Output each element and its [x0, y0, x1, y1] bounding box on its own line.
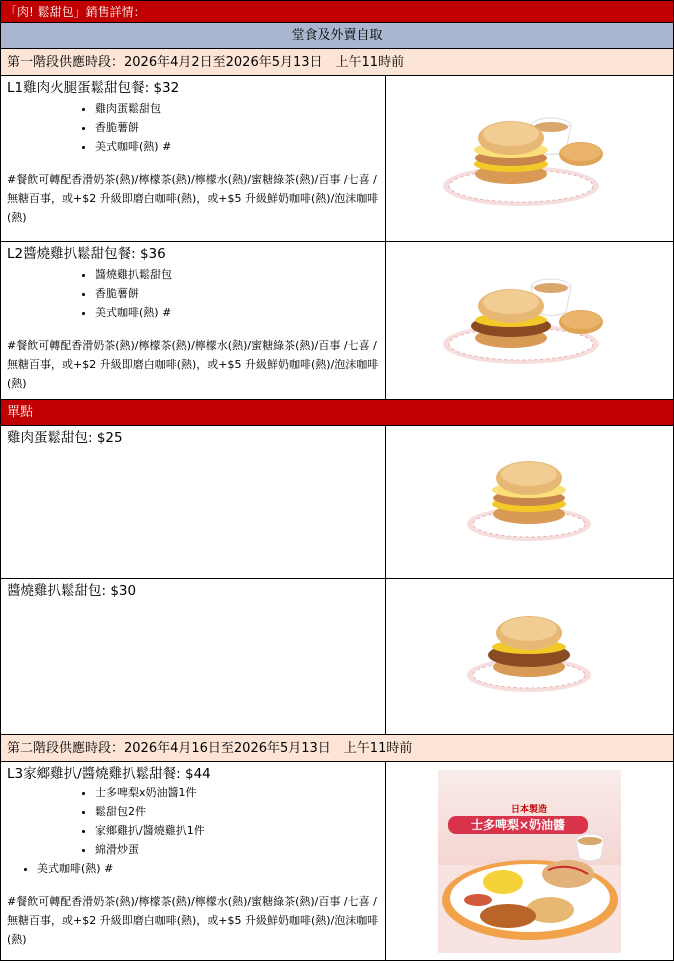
list-item: • 醬燒雞扒鬆甜包	[95, 265, 379, 284]
drink-note: #餐飲可轉配香滑奶茶(熱)/檸檬茶(熱)/檸檬水(熱)/蜜糖綠茶(熱)/百事 /七喜 / 無糖百事，或+$2 升級即磨白咖啡(熱)，或+$5 升級鮮奶咖啡(熱)/泡沫咖啡(熱)	[7, 895, 379, 946]
item-title: 雞肉蛋鬆甜包: $25	[7, 430, 123, 446]
combo-details-l2	[1, 242, 386, 399]
alacarte-image-1	[386, 426, 673, 578]
list-item: • 綿滑炒蛋	[95, 840, 379, 859]
component-list	[7, 99, 379, 156]
list-item: • 家鄉雞扒/醬燒雞扒1件	[95, 821, 379, 840]
promo-badge: 日本製造	[510, 805, 547, 815]
component-list-extra	[7, 859, 379, 878]
phase2-period: 第二階段供應時段：2026年4月16日至2026年5月13日 上午11時前	[0, 734, 674, 761]
combo-title: L2醬燒雞扒鬆甜包餐: $36	[7, 246, 166, 262]
component-list	[7, 265, 379, 322]
combo-row-l3	[0, 761, 674, 961]
promo-title: 士多啤梨×奶油醬	[448, 816, 588, 834]
alacarte-header: 單點	[0, 399, 674, 425]
list-item: • 士多啤梨x奶油醬1件	[95, 783, 379, 802]
alacarte-row-2	[0, 578, 674, 734]
list-item: • 雞肉蛋鬆甜包	[95, 99, 379, 118]
alacarte-details-1	[1, 426, 386, 578]
combo-image-l3	[386, 762, 673, 961]
list-item: • 美式咖啡(熱) #	[37, 859, 379, 878]
alacarte-image-2	[386, 579, 673, 734]
phase1-period: 第一階段供應時段：2026年4月2日至2026年5月13日 上午11時前	[0, 48, 674, 75]
alacarte-details-2	[1, 579, 386, 734]
combo-title: L3家鄉雞扒/醬燒雞扒鬆甜餐: $44	[7, 766, 211, 782]
combo-row-l2	[0, 241, 674, 399]
section-subtitle: 堂食及外賣自取	[0, 22, 674, 48]
list-item: • 美式咖啡(熱) #	[95, 303, 379, 322]
combo-image-l1	[386, 76, 673, 241]
alacarte-row-1	[0, 425, 674, 578]
combo-row-l1	[0, 75, 674, 241]
combo-title: L1雞肉火腿蛋鬆甜包餐: $32	[7, 80, 180, 96]
page-title: 「肉! 鬆甜包」銷售詳情：	[0, 0, 674, 22]
combo-details-l1	[1, 76, 386, 241]
drink-note: #餐飲可轉配香滑奶茶(熱)/檸檬茶(熱)/檸檬水(熱)/蜜糖綠茶(熱)/百事 /七喜 / 無糖百事，或+$2 升級即磨白咖啡(熱)，或+$5 升級鮮奶咖啡(熱)/泡沫咖啡(熱)	[7, 173, 379, 224]
list-item: • 美式咖啡(熱) #	[95, 137, 379, 156]
combo-image-l2	[386, 242, 673, 399]
promo-poster	[438, 770, 621, 953]
drink-note: #餐飲可轉配香滑奶茶(熱)/檸檬茶(熱)/檸檬水(熱)/蜜糖綠茶(熱)/百事 /七喜 / 無糖百事，或+$2 升級即磨白咖啡(熱)，或+$5 升級鮮奶咖啡(熱)/泡沫咖啡(熱)	[7, 339, 379, 390]
list-item: • 鬆甜包2件	[95, 802, 379, 821]
list-item: • 香脆薯餅	[95, 284, 379, 303]
item-title: 醬燒雞扒鬆甜包: $30	[7, 583, 137, 599]
list-item: • 香脆薯餅	[95, 118, 379, 137]
combo-details-l3	[1, 762, 386, 961]
component-list	[7, 783, 379, 859]
